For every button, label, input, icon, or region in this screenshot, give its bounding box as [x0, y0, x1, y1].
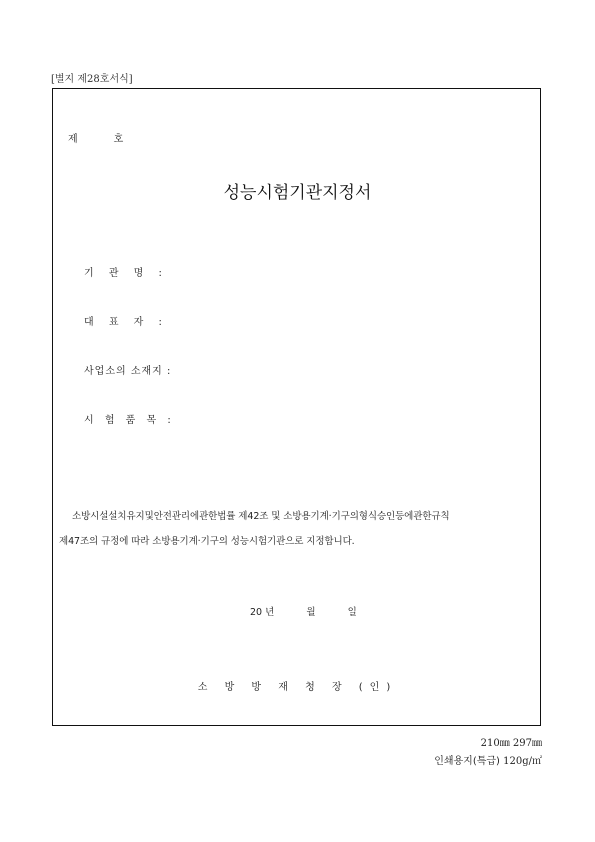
paper-weight: 120g/㎡: [503, 756, 542, 767]
form-number-label: [별지 제28호서식]: [51, 74, 133, 85]
issuer-signature: 소 방 방 재 청 장 (인): [197, 682, 398, 693]
issue-number-suffix: 호: [113, 134, 124, 145]
date-day: 일: [347, 607, 357, 618]
date-month: 월: [306, 607, 316, 618]
field-representative: 대 표 자 :: [84, 317, 168, 328]
field-institution-name: 기 관 명 :: [84, 268, 168, 279]
paper-size: 210㎜ 297㎜: [480, 738, 542, 749]
issue-date: [250, 604, 357, 618]
paper-spec: [434, 752, 542, 767]
issue-number-prefix: 제: [68, 134, 78, 145]
document-title: 성능시험기관지정서: [223, 183, 372, 203]
body-text-line-2: 제47조의 규정에 따라 소방용기계·기구의 성능시험기관으로 지정합니다.: [59, 536, 355, 547]
field-office-address: 사업소의 소재지 :: [84, 366, 172, 377]
field-test-items: 시 험 품 목 :: [84, 415, 175, 426]
date-year: 20 년: [250, 607, 275, 618]
issue-number: [68, 130, 123, 145]
body-text-line-1: 소방시설설치유지및안전관리에관한법률 제42조 및 소방용기계·기구의형식승인등에관한규칙: [72, 511, 450, 522]
paper-type-label: 인쇄용지(특급): [434, 756, 500, 767]
